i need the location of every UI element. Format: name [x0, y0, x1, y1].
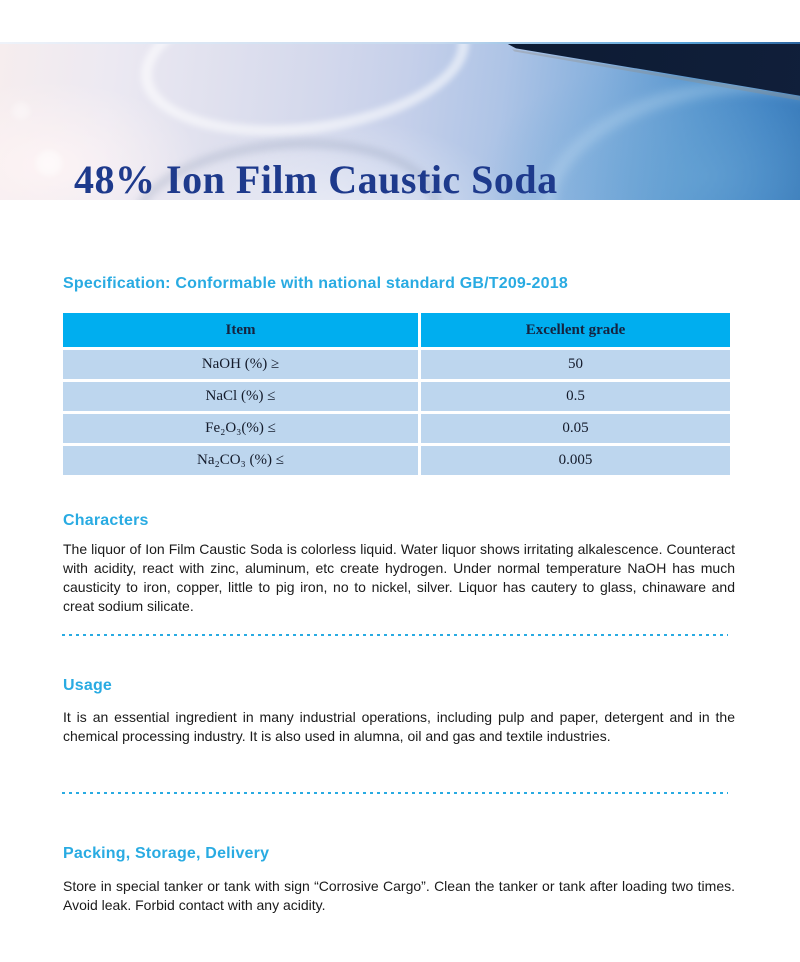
- table-cell-item: Fe₂O₃(%) ≤: [63, 414, 418, 443]
- banner-top-line: [0, 42, 800, 44]
- banner-photo: [0, 42, 800, 200]
- table-cell-item: NaOH (%) ≥: [63, 350, 418, 379]
- table-cell-value: 50: [421, 350, 730, 379]
- packing-paragraph: Store in special tanker or tank with sign “Corrosive Cargo”. Clean the tanker or tank after loading two times. Avoid leak. Forbid contact with any acidity.: [63, 878, 735, 913]
- table-header-item: Item: [63, 313, 418, 347]
- bokeh-decoration: [12, 102, 30, 120]
- dashed-divider: [62, 634, 728, 636]
- page-title: 48% Ion Film Caustic Soda: [74, 157, 558, 200]
- specification-heading: Specification: Conformable with national standard GB/T209-2018: [63, 275, 568, 292]
- characters-paragraph: The liquor of Ion Film Caustic Soda is colorless liquid. Water liquor shows irritating alkalescence. Counteract with acidity, react with zinc, aluminum, etc create hydrogen. Under normal temperature NaOH has much causticity to iron, copper, little to pig iron, no to nickel, silver. Liquor has cautery to glass, chinaware and creat sodium silicate.: [63, 541, 735, 614]
- table-cell-value: 0.5: [421, 382, 730, 411]
- table-header-excellent-grade: Excellent grade: [421, 313, 730, 347]
- characters-heading: Characters: [63, 512, 149, 529]
- bokeh-decoration: [36, 150, 62, 176]
- table-header-row: [63, 313, 730, 347]
- table-cell-item: Na₂CO₃ (%) ≤: [63, 446, 418, 475]
- usage-paragraph: It is an essential ingredient in many industrial operations, including pulp and paper, detergent and in the chemical processing industry. It is also used in alumna, oil and gas and textile industries.: [63, 709, 735, 744]
- usage-heading: Usage: [63, 677, 113, 694]
- glass-ring-decoration: [132, 42, 478, 154]
- table-row: [63, 350, 730, 379]
- table-row: [63, 382, 730, 411]
- table-row: [63, 446, 730, 475]
- dashed-divider: [62, 792, 728, 794]
- table-cell-value: 0.005: [421, 446, 730, 475]
- table-cell-value: 0.05: [421, 414, 730, 443]
- table-row: [63, 414, 730, 443]
- specification-table: [63, 313, 730, 478]
- table-cell-item: NaCl (%) ≤: [63, 382, 418, 411]
- packing-heading: Packing, Storage, Delivery: [63, 845, 270, 862]
